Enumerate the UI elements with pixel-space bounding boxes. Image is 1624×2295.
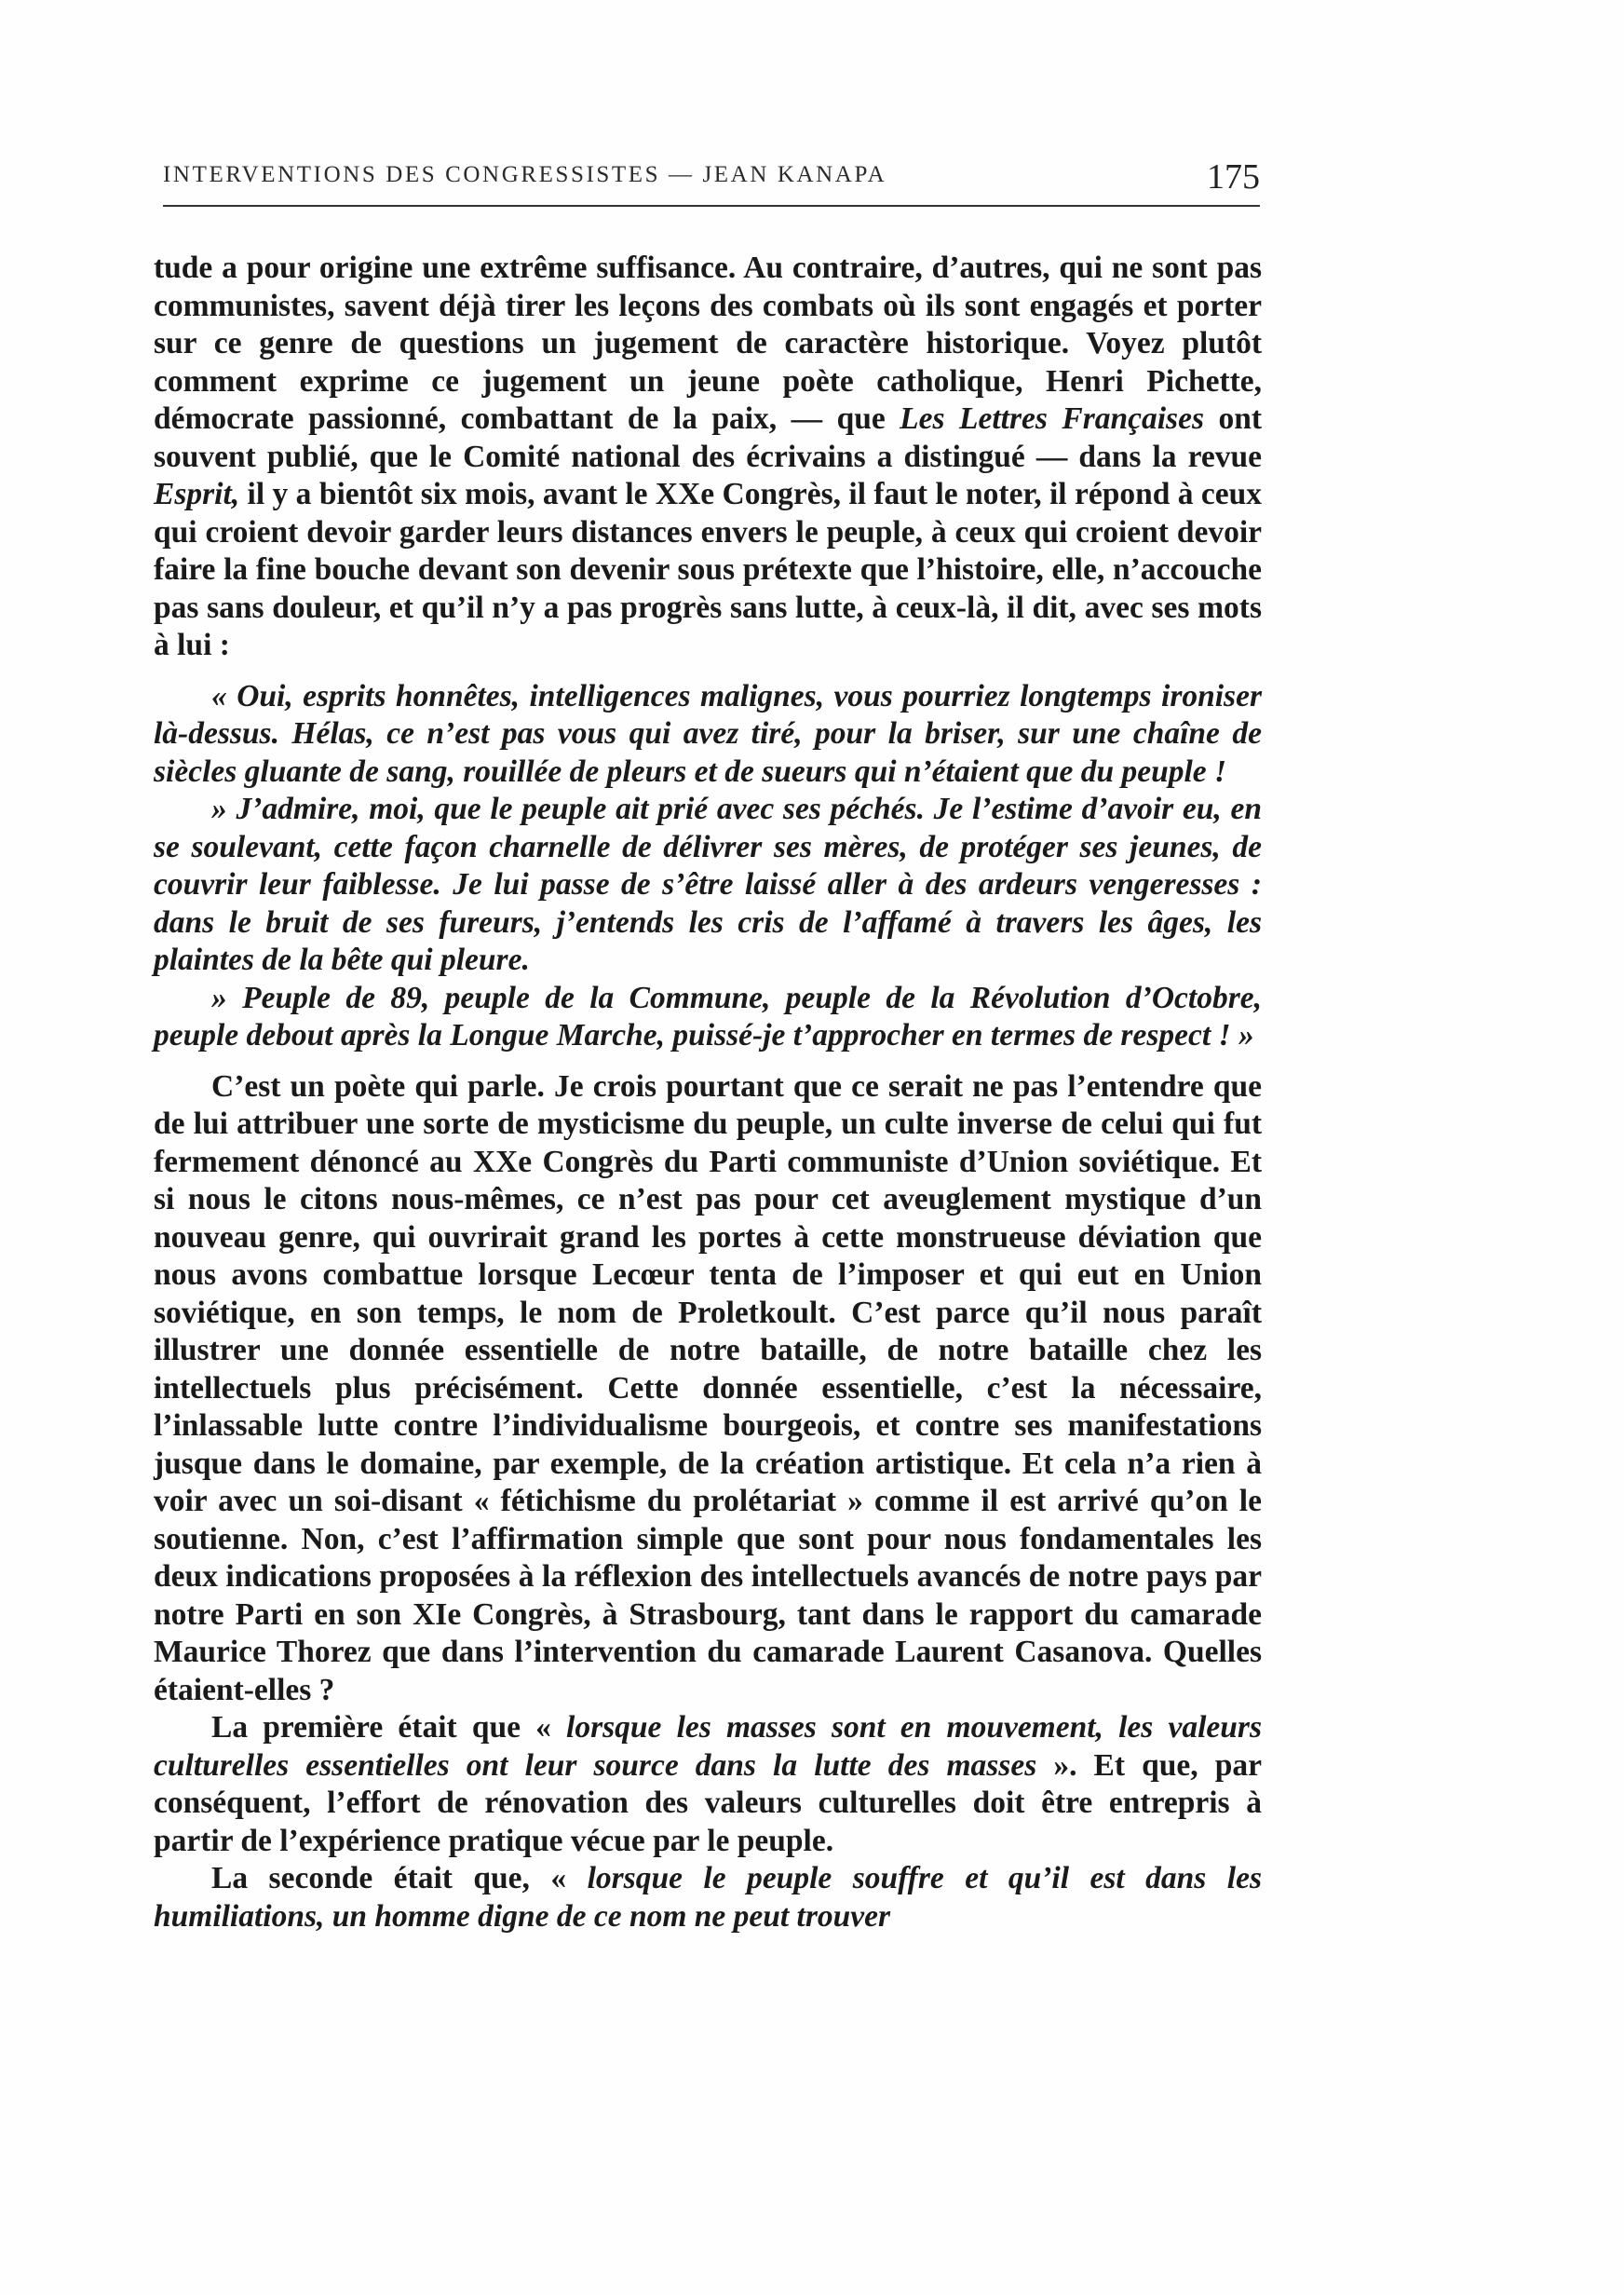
- header-rule: [163, 205, 1260, 207]
- text-run: tude a pour origine une extrême suffisance. Au contraire, d’autres, qui ne sont pas communistes, savent déjà tirer les leçons des combats où ils sont engagés et porter sur ce genre de questions un jugement de caractère historique. Voyez plutôt comment exprime ce jugement un jeune poète catholique, Henri Pichette, démocrate passionné, combattant de la paix, — que: [154, 251, 1262, 436]
- page-header: [163, 156, 1260, 197]
- paragraph-4: [154, 1860, 1262, 1935]
- text-run: ». Et que, par conséquent, l’effort de rénovation des valeurs culturelles doit être entrepris à partir de l’expérience pratique vécue par le peuple.: [154, 1747, 1262, 1858]
- quote-paragraph-1: « Oui, esprits honnêtes, intelligences malignes, vous pourriez longtemps ironiser là-dessus. Hélas, ce n’est pas vous qui avez tiré, pour la briser, sur une chaîne de siècles gluante de sang, rouillée de pleurs et de sueurs qui n’étaient que du peuple !: [154, 678, 1262, 789]
- journal-title: Esprit,: [154, 477, 240, 511]
- quoted-text: lorsque les masses sont en mouvement, les valeurs culturelles essentielles ont leur source dans la lutte des masses: [154, 1710, 1262, 1783]
- quoted-text: lorsque le peuple souffre et qu’il est dans les humiliations, un homme digne de ce nom ne peut trouver: [154, 1861, 1262, 1934]
- journal-title: Les Lettres Françaises: [900, 401, 1204, 436]
- text-run: La première était que «: [211, 1710, 567, 1745]
- paragraph-1: [154, 250, 1262, 665]
- body-text: [154, 250, 1262, 1935]
- quote-paragraph-3: » Peuple de 89, peuple de la Commune, peuple de la Révolution d’Octobre, peuple debout après la Longue Marche, puissé-je t’approcher en termes de respect ! »: [154, 980, 1262, 1052]
- paragraph-3: [154, 1709, 1262, 1860]
- text-run: il y a bientôt six mois, avant le XXe Congrès, il faut le noter, il répond à ceux qui croient devoir garder leurs distances envers le peuple, à ceux qui croient devoir faire la fine bouche devant son devenir sous prétexte que l’histoire, elle, n’accouche pas sans douleur, et qu’il n’y a pas progrès sans lutte, à ceux-là, il dit, avec ses mots à lui :: [154, 477, 1262, 662]
- paragraph-2: C’est un poète qui parle. Je crois pourtant que ce serait ne pas l’entendre que de lui attribuer une sorte de mysticisme du peuple, un culte inverse de celui qui fut fermement dénoncé au XXe Congrès du Parti communiste d’Union soviétique. Et si nous le citons nous-mêmes, ce n’est pas pour cet aveuglement mystique d’un nouveau genre, qui ouvrirait grand les portes à cette monstrueuse déviation que nous avons combattue lorsque Lecœur tenta de l’imposer et qui eut en Union soviétique, en son temps, le nom de Proletkoult. C’est parce qu’il nous paraît illustrer une donnée essentielle de notre bataille, de notre bataille chez les intellectuels plus précisément. Cette donnée essentielle, c’est la nécessaire, l’inlassable lutte contre l’individualisme bourgeois, et contre ses manifestations jusque dans le domaine, par exemple, de la création artistique. Et cela n’a rien à voir avec un soi-disant « fétichisme du prolétariat » comme il est arrivé qu’on le soutienne. Non, c’est l’affirmation simple que sont pour nous fondamentales les deux indications proposées à la réflexion des intellectuels avancés de notre pays par notre Parti en son XIe Congrès, à Strasbourg, tant dans le rapport du camarade Maurice Thorez que dans l’intervention du camarade Laurent Casanova. Quelles étaient-elles ?: [154, 1068, 1262, 1707]
- quote-paragraph-2: » J’admire, moi, que le peuple ait prié avec ses péchés. Je l’estime d’avoir eu, en se soulevant, cette façon charnelle de délivrer ses mères, de protéger ses jeunes, de couvrir leur faiblesse. Je lui passe de s’être laissé aller à des ardeurs vengeresses : dans le bruit de ses fureurs, j’entends les cris de l’affamé à travers les âges, les plaintes de la bête qui pleure.: [154, 792, 1262, 977]
- running-head: INTERVENTIONS DES CONGRESSISTES — JEAN KANAPA: [163, 162, 887, 187]
- text-run: La seconde était que, «: [211, 1861, 588, 1895]
- text-run: ont souvent publié, que le Comité national des écrivains a distingué — dans la revue: [154, 401, 1263, 474]
- block-quote: [154, 678, 1262, 1055]
- page-number: 175: [1207, 157, 1260, 197]
